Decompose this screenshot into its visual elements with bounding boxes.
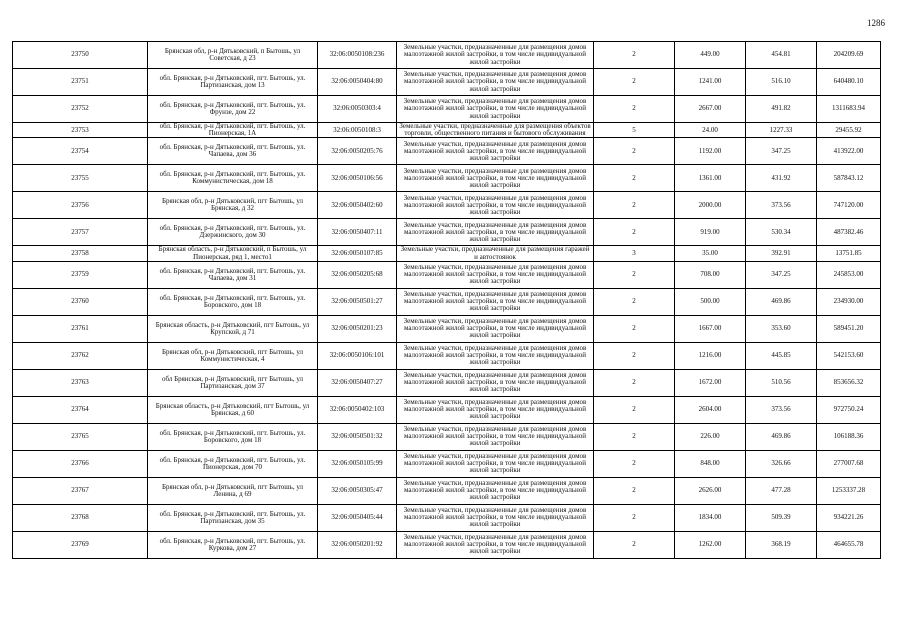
address-cell: обл. Брянская, р-н Дятьковский, пгт. Бытошь, ул. Пионерская, дом 70 [148, 450, 318, 477]
row-number: 23755 [13, 165, 148, 192]
specific-value-cell: 368.19 [746, 531, 817, 558]
table-row [13, 123, 881, 138]
address-cell: обл. Брянская, р-н Дятьковский, пгт. Бытошь, ул. Куркова, дом 27 [148, 531, 318, 558]
area-cell: 2000.00 [675, 192, 746, 219]
address-cell: обл. Брянская, р-н Дятьковский, пгт. Бытошь, ул. Фрунзе, дом 22 [148, 96, 318, 123]
page-number: 1286 [867, 18, 885, 28]
table-row [13, 477, 881, 504]
area-cell: 1672.00 [675, 369, 746, 396]
cadastral-value-cell: 972750.24 [817, 396, 881, 423]
specific-value-cell: 454.81 [746, 42, 817, 69]
row-number: 23765 [13, 423, 148, 450]
group-cell: 2 [594, 165, 675, 192]
group-cell: 2 [594, 288, 675, 315]
cadastral-number-cell: 32:06:0050105:99 [318, 450, 397, 477]
table-row [13, 138, 881, 165]
area-cell: 708.00 [675, 261, 746, 288]
cadastral-value-cell: 640480.10 [817, 69, 881, 96]
table-row [13, 219, 881, 246]
area-cell: 226.00 [675, 423, 746, 450]
land-use-cell: Земельные участки, предназначенные для размещения домов малоэтажной жилой застройки, в том числе индивидуальной жилой застройки [397, 192, 594, 219]
table-row [13, 531, 881, 558]
land-use-cell: Земельные участки, предназначенные для размещения домов малоэтажной жилой застройки, в том числе индивидуальной жилой застройки [397, 342, 594, 369]
land-use-cell: Земельные участки, предназначенные для размещения домов малоэтажной жилой застройки, в том числе индивидуальной жилой застройки [397, 138, 594, 165]
row-number: 23766 [13, 450, 148, 477]
row-number: 23769 [13, 531, 148, 558]
group-cell: 2 [594, 192, 675, 219]
row-number: 23757 [13, 219, 148, 246]
address-cell: обл. Брянская, р-н Дятьковский, пгт. Бытошь, ул. Партизанская, дом 13 [148, 69, 318, 96]
address-cell: обл. Брянская, р-н Дятьковский, пгт. Бытошь, ул. Коммунистическая, дом 18 [148, 165, 318, 192]
specific-value-cell: 347.25 [746, 138, 817, 165]
area-cell: 1834.00 [675, 504, 746, 531]
cadastral-number-cell: 32:06:0050407:27 [318, 369, 397, 396]
group-cell: 2 [594, 531, 675, 558]
group-cell: 2 [594, 342, 675, 369]
area-cell: 2626.00 [675, 477, 746, 504]
group-cell: 2 [594, 219, 675, 246]
land-use-cell: Земельные участки, предназначенные для размещения домов малоэтажной жилой застройки, в том числе индивидуальной жилой застройки [397, 369, 594, 396]
land-use-cell: Земельные участки, предназначенные для размещения домов малоэтажной жилой застройки, в том числе индивидуальной жилой застройки [397, 42, 594, 69]
cadastral-value-cell: 1253337.28 [817, 477, 881, 504]
address-cell: Брянская область, р-н Дятьковский, п Бытошь, ул Пионерская, ряд 1, место1 [148, 246, 318, 261]
address-cell: Брянская обл, р-н Дятьковский, пгт Бытошь, ул Коммунистическая, 4 [148, 342, 318, 369]
row-number: 23760 [13, 288, 148, 315]
land-use-cell: Земельные участки, предназначенные для размещения домов малоэтажной жилой застройки, в том числе индивидуальной жилой застройки [397, 219, 594, 246]
group-cell: 2 [594, 315, 675, 342]
cadastral-number-cell: 32:06:0050402:103 [318, 396, 397, 423]
land-use-cell: Земельные участки, предназначенные для размещения домов малоэтажной жилой застройки, в том числе индивидуальной жилой застройки [397, 531, 594, 558]
group-cell: 2 [594, 477, 675, 504]
cadastral-number-cell: 32:06:0050106:101 [318, 342, 397, 369]
cadastral-number-cell: 32:06:0050201:23 [318, 315, 397, 342]
cadastral-number-cell: 32:06:0050205:76 [318, 138, 397, 165]
row-number: 23754 [13, 138, 148, 165]
cadastral-number-cell: 32:06:0050108:236 [318, 42, 397, 69]
land-use-cell: Земельные участки, предназначенные для размещения домов малоэтажной жилой застройки, в том числе индивидуальной жилой застройки [397, 315, 594, 342]
address-cell: Брянская обл, р-н Дятьковский, п Бытошь, ул Советская, д 23 [148, 42, 318, 69]
table-row [13, 423, 881, 450]
specific-value-cell: 469.86 [746, 288, 817, 315]
group-cell: 2 [594, 42, 675, 69]
specific-value-cell: 347.25 [746, 261, 817, 288]
table-row [13, 504, 881, 531]
land-use-cell: Земельные участки, предназначенные для размещения домов малоэтажной жилой застройки, в том числе индивидуальной жилой застройки [397, 288, 594, 315]
specific-value-cell: 1227.33 [746, 123, 817, 138]
cadastral-number-cell: 32:06:0050106:56 [318, 165, 397, 192]
cadastral-number-cell: 32:06:0050201:92 [318, 531, 397, 558]
cadastral-value-cell: 587843.12 [817, 165, 881, 192]
table-row [13, 192, 881, 219]
cadastral-number-cell: 32:06:0050305:47 [318, 477, 397, 504]
cadastral-value-cell: 106188.36 [817, 423, 881, 450]
area-cell: 1192.00 [675, 138, 746, 165]
cadastral-value-cell: 204209.69 [817, 42, 881, 69]
address-cell: Брянская область, р-н Дятьковский, пгт Бытошь, ул Крупской, д 71 [148, 315, 318, 342]
area-cell: 848.00 [675, 450, 746, 477]
land-use-cell: Земельные участки, предназначенные для размещения домов малоэтажной жилой застройки, в том числе индивидуальной жилой застройки [397, 450, 594, 477]
table-row [13, 261, 881, 288]
specific-value-cell: 530.34 [746, 219, 817, 246]
cadastral-number-cell: 32:06:0050303:4 [318, 96, 397, 123]
area-cell: 35.00 [675, 246, 746, 261]
group-cell: 2 [594, 138, 675, 165]
address-cell: Брянская обл, р-н Дятьковский, пгт Бытошь, ул Брянская, д 32 [148, 192, 318, 219]
table-row [13, 315, 881, 342]
row-number: 23756 [13, 192, 148, 219]
area-cell: 1216.00 [675, 342, 746, 369]
specific-value-cell: 373.56 [746, 396, 817, 423]
group-cell: 2 [594, 369, 675, 396]
specific-value-cell: 477.28 [746, 477, 817, 504]
table-row [13, 369, 881, 396]
table-row [13, 69, 881, 96]
area-cell: 1241.00 [675, 69, 746, 96]
address-cell: Брянская область, р-н Дятьковский, пгт Бытошь, ул Брянская, д 60 [148, 396, 318, 423]
address-cell: обл. Брянская, р-н Дятьковский, пгт. Бытошь, ул. Дзержинского, дом 30 [148, 219, 318, 246]
cadastral-value-cell: 245853.00 [817, 261, 881, 288]
group-cell: 2 [594, 69, 675, 96]
specific-value-cell: 392.91 [746, 246, 817, 261]
row-number: 23764 [13, 396, 148, 423]
row-number: 23767 [13, 477, 148, 504]
specific-value-cell: 469.86 [746, 423, 817, 450]
area-cell: 1262.00 [675, 531, 746, 558]
group-cell: 5 [594, 123, 675, 138]
group-cell: 2 [594, 261, 675, 288]
table-row [13, 450, 881, 477]
land-use-cell: Земельные участки, предназначенные для размещения домов малоэтажной жилой застройки, в том числе индивидуальной жилой застройки [397, 165, 594, 192]
row-number: 23759 [13, 261, 148, 288]
cadastral-value-cell: 234930.00 [817, 288, 881, 315]
table-row [13, 96, 881, 123]
row-number: 23753 [13, 123, 148, 138]
cadastral-value-cell: 487382.46 [817, 219, 881, 246]
cadastral-number-cell: 32:06:0050402:60 [318, 192, 397, 219]
specific-value-cell: 510.56 [746, 369, 817, 396]
group-cell: 3 [594, 246, 675, 261]
area-cell: 2604.00 [675, 396, 746, 423]
land-use-cell: Земельные участки, предназначенные для размещения домов малоэтажной жилой застройки, в том числе индивидуальной жилой застройки [397, 69, 594, 96]
land-use-cell: Земельные участки, предназначенные для размещения гаражей и автостоянок [397, 246, 594, 261]
row-number: 23752 [13, 96, 148, 123]
table-row [13, 396, 881, 423]
table-row [13, 288, 881, 315]
area-cell: 1361.00 [675, 165, 746, 192]
specific-value-cell: 431.92 [746, 165, 817, 192]
specific-value-cell: 516.10 [746, 69, 817, 96]
row-number: 23761 [13, 315, 148, 342]
land-use-cell: Земельные участки, предназначенные для размещения домов малоэтажной жилой застройки, в том числе индивидуальной жилой застройки [397, 477, 594, 504]
group-cell: 2 [594, 396, 675, 423]
row-number: 23763 [13, 369, 148, 396]
specific-value-cell: 353.60 [746, 315, 817, 342]
specific-value-cell: 373.56 [746, 192, 817, 219]
land-use-cell: Земельные участки, предназначенные для размещения домов малоэтажной жилой застройки, в том числе индивидуальной жилой застройки [397, 261, 594, 288]
cadastral-value-cell: 589451.20 [817, 315, 881, 342]
group-cell: 2 [594, 450, 675, 477]
group-cell: 2 [594, 504, 675, 531]
group-cell: 2 [594, 96, 675, 123]
address-cell: обл. Брянская, р-н Дятьковский, пгт. Бытошь, ул. Боровского, дом 18 [148, 423, 318, 450]
table-row [13, 246, 881, 261]
area-cell: 500.00 [675, 288, 746, 315]
area-cell: 919.00 [675, 219, 746, 246]
specific-value-cell: 491.82 [746, 96, 817, 123]
cadastral-value-cell: 29455.92 [817, 123, 881, 138]
cadastral-number-cell: 32:06:0050404:80 [318, 69, 397, 96]
specific-value-cell: 445.85 [746, 342, 817, 369]
land-use-cell: Земельные участки, предназначенные для размещения объектов торговли, общественного питания и бытового обслуживания [397, 123, 594, 138]
cadastral-value-cell: 13751.85 [817, 246, 881, 261]
cadastral-number-cell: 32:06:0050407:11 [318, 219, 397, 246]
row-number: 23758 [13, 246, 148, 261]
address-cell: обл Брянская, р-н Дятьковский, пгт Бытошь, ул Партизанская, дом 37 [148, 369, 318, 396]
area-cell: 24.00 [675, 123, 746, 138]
address-cell: обл. Брянская, р-н Дятьковский, пгт. Бытошь, ул. Партизанская, дом 35 [148, 504, 318, 531]
cadastral-value-table [12, 41, 881, 559]
address-cell: обл. Брянская, р-н Дятьковский, пгт. Бытошь, ул. Чапаева, дом 36 [148, 138, 318, 165]
cadastral-value-cell: 464655.78 [817, 531, 881, 558]
cadastral-number-cell: 32:06:0050108:3 [318, 123, 397, 138]
area-cell: 449.00 [675, 42, 746, 69]
address-cell: обл. Брянская, р-н Дятьковский, пгт. Бытошь, ул. Чапаева, дом 31 [148, 261, 318, 288]
cadastral-value-cell: 747120.00 [817, 192, 881, 219]
cadastral-number-cell: 32:06:0050501:32 [318, 423, 397, 450]
row-number: 23768 [13, 504, 148, 531]
table-body [13, 42, 881, 559]
specific-value-cell: 509.39 [746, 504, 817, 531]
cadastral-value-cell: 853656.32 [817, 369, 881, 396]
table-row [13, 342, 881, 369]
cadastral-value-cell: 413922.00 [817, 138, 881, 165]
address-cell: Брянская обл, р-н Дятьковский, пгт Бытошь, ул Ленина, д 69 [148, 477, 318, 504]
row-number: 23762 [13, 342, 148, 369]
land-use-cell: Земельные участки, предназначенные для размещения домов малоэтажной жилой застройки, в том числе индивидуальной жилой застройки [397, 504, 594, 531]
land-use-cell: Земельные участки, предназначенные для размещения домов малоэтажной жилой застройки, в том числе индивидуальной жилой застройки [397, 396, 594, 423]
row-number: 23750 [13, 42, 148, 69]
cadastral-number-cell: 32:06:0050405:44 [318, 504, 397, 531]
address-cell: обл. Брянская, р-н Дятьковский, пгт. Бытошь, ул. Пионерская, 1А [148, 123, 318, 138]
table-row [13, 42, 881, 69]
row-number: 23751 [13, 69, 148, 96]
area-cell: 1667.00 [675, 315, 746, 342]
land-use-cell: Земельные участки, предназначенные для размещения домов малоэтажной жилой застройки, в том числе индивидуальной жилой застройки [397, 96, 594, 123]
cadastral-value-cell: 934221.26 [817, 504, 881, 531]
cadastral-value-cell: 542153.60 [817, 342, 881, 369]
address-cell: обл. Брянская, р-н Дятьковский, пгт. Бытошь, ул. Боровского, дом 18 [148, 288, 318, 315]
specific-value-cell: 326.66 [746, 450, 817, 477]
land-use-cell: Земельные участки, предназначенные для размещения домов малоэтажной жилой застройки, в том числе индивидуальной жилой застройки [397, 423, 594, 450]
cadastral-number-cell: 32:06:0050205:68 [318, 261, 397, 288]
cadastral-number-cell: 32:06:0050107:85 [318, 246, 397, 261]
cadastral-value-cell: 1311683.94 [817, 96, 881, 123]
cadastral-number-cell: 32:06:0050501:27 [318, 288, 397, 315]
cadastral-value-cell: 277007.68 [817, 450, 881, 477]
table-row [13, 165, 881, 192]
group-cell: 2 [594, 423, 675, 450]
area-cell: 2667.00 [675, 96, 746, 123]
